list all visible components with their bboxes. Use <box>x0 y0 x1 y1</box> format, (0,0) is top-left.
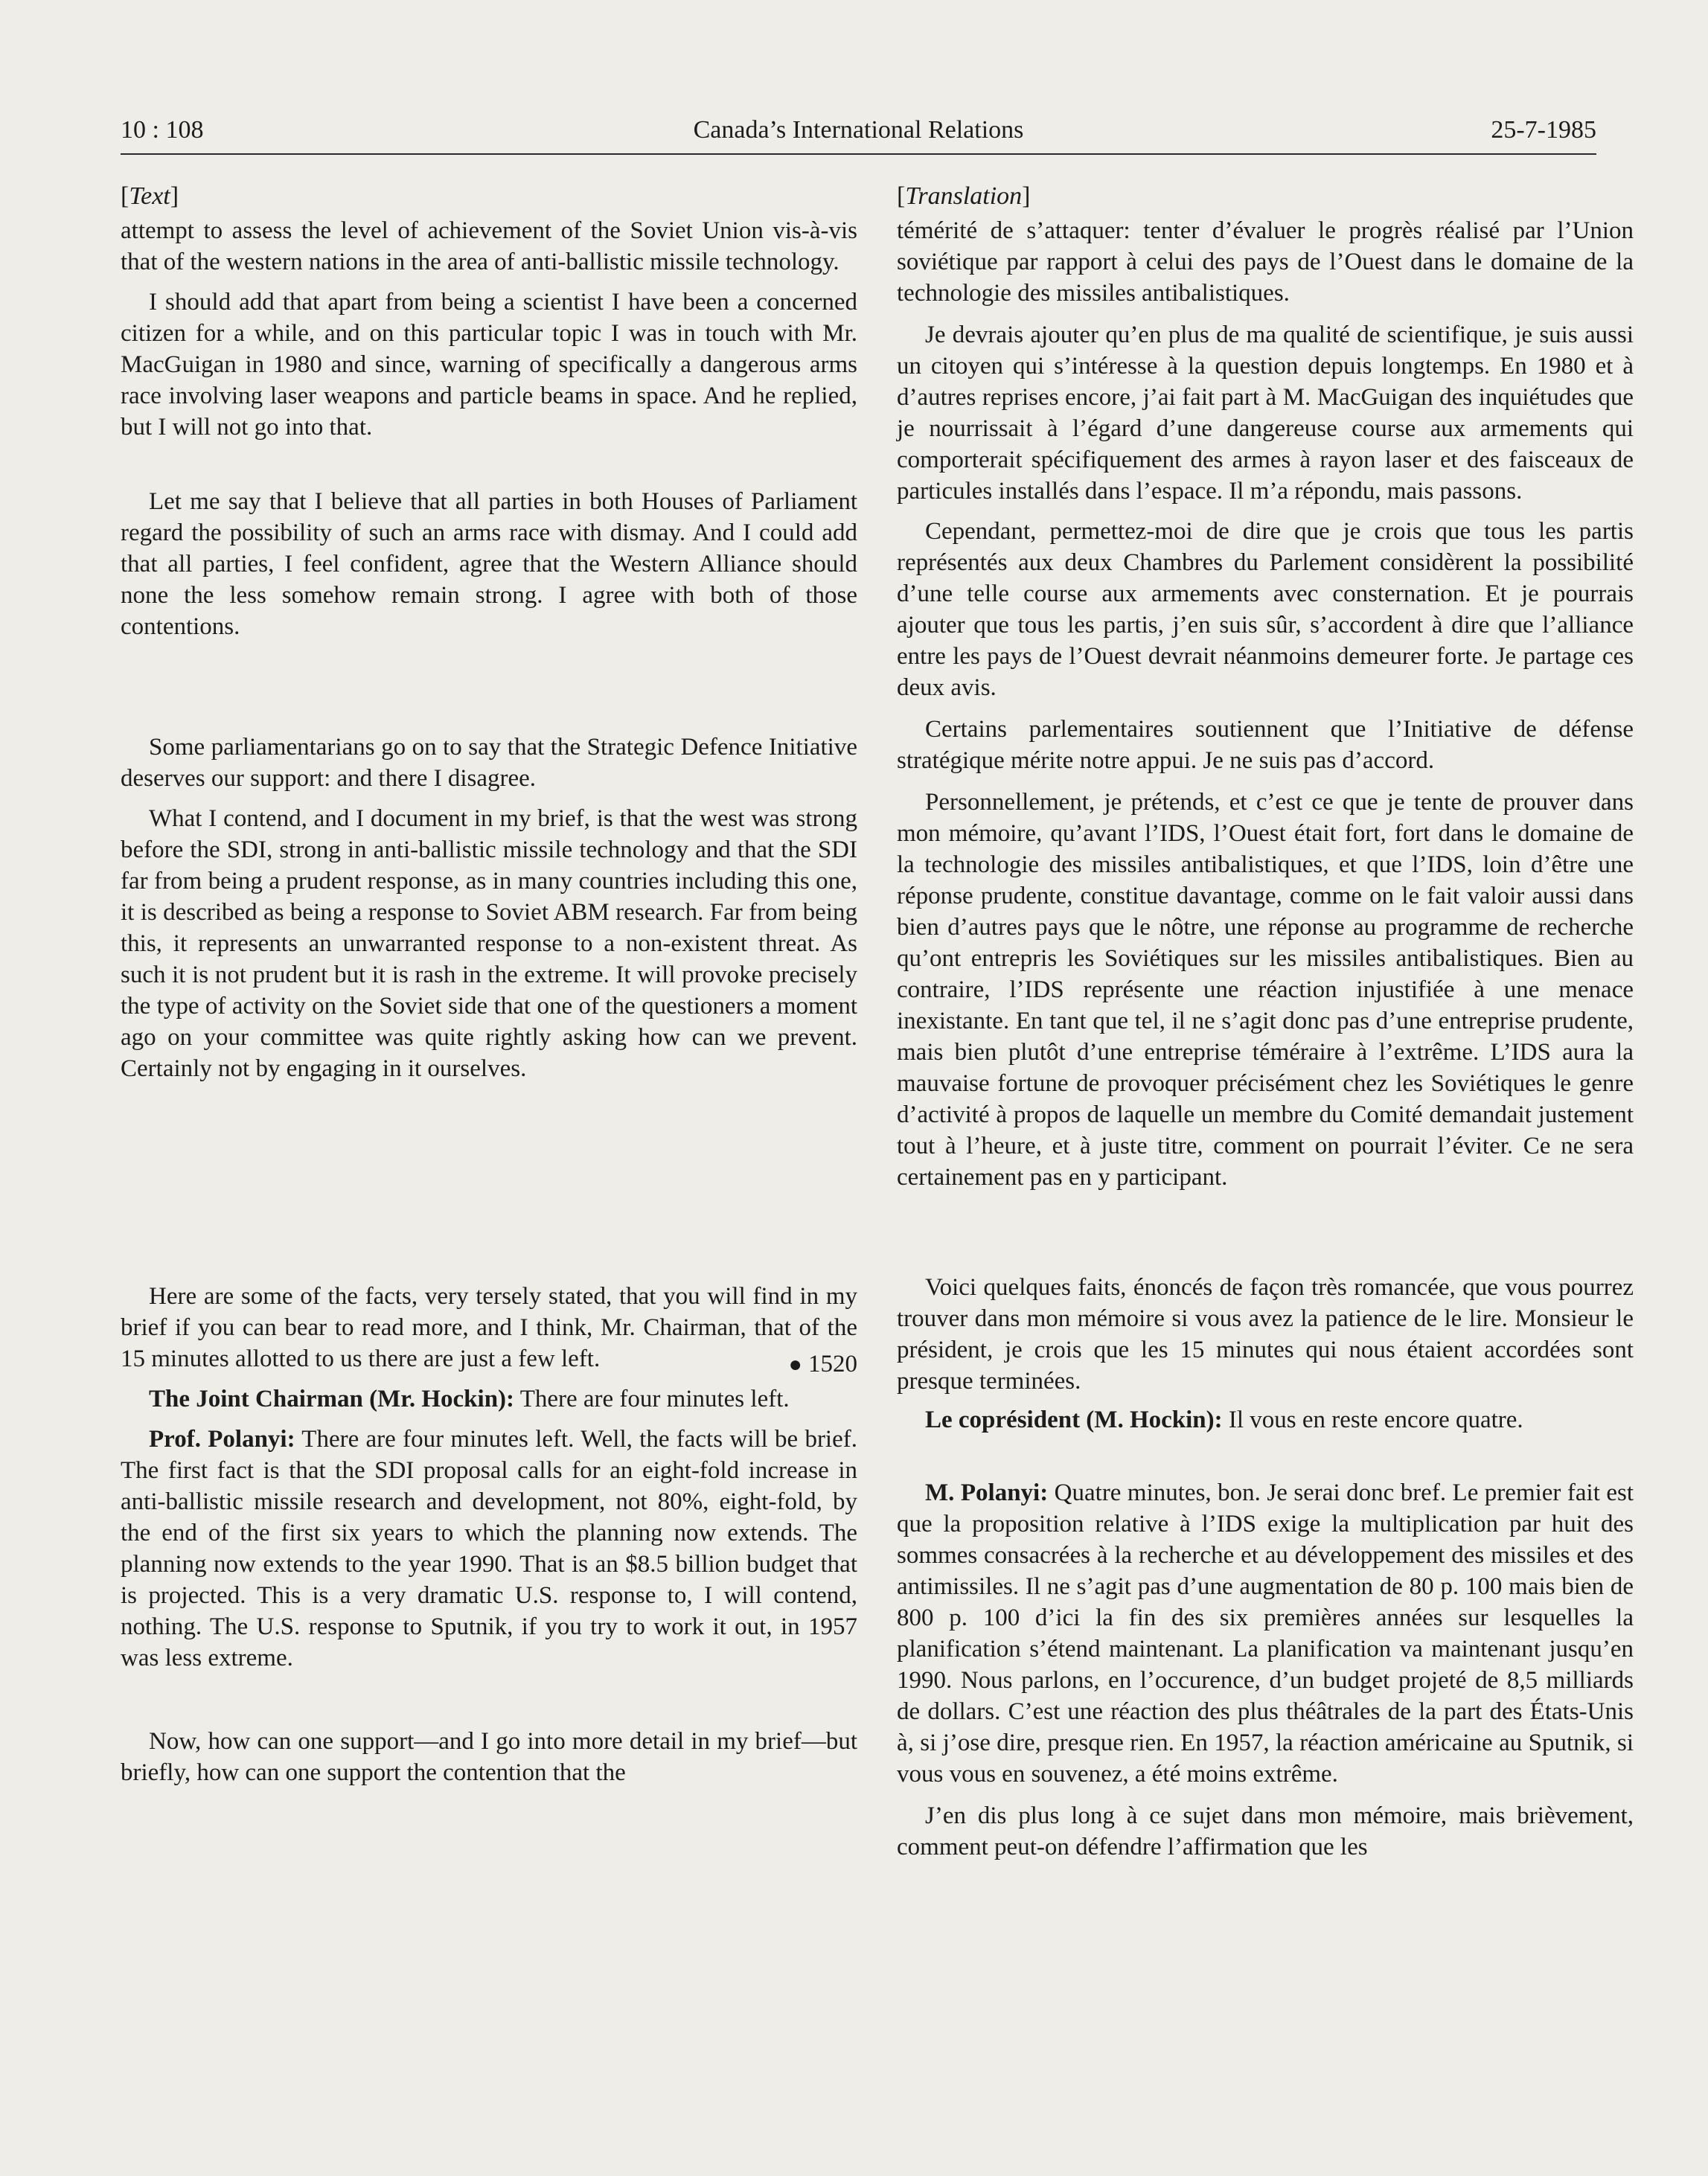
english-column <box>121 182 857 1788</box>
bullet-icon: ● <box>788 1352 802 1377</box>
fr-paragraph-4: Certains parlementaires soutiennent que l’Initiative de défense stratégique mérite notre appui. Je ne suis pas d’accord. <box>897 716 1634 774</box>
en-paragraph-4: Some parliamentarians go on to say that the Strategic Defence Initiative deserves our support: and there I disagree. <box>121 734 857 792</box>
en-paragraph-3: Let me say that I believe that all parties in both Houses of Parliament regard the possibility of such an arms race with dismay. And I could add that all parties, I feel confident, agree that the Western Alliance should none the less somehow remain strong. I agree with both of those contentions. <box>121 488 857 640</box>
running-header <box>121 112 1596 155</box>
header-date: 25-7-1985 <box>1491 116 1596 144</box>
fr-paragraph-7: Le coprésident (M. Hockin): Il vous en reste encore quatre. <box>925 1407 1523 1433</box>
en-paragraph-2: I should add that apart from being a scientist I have been a concerned citizen for a while, and on this particular topic I was in touch with Mr. MacGuigan in 1980 and since, warning of specifically a dangerous arms race involving laser weapons and particle beams in space. And he replied, but I will not go into that. <box>121 289 857 441</box>
fr-paragraph-6: Voici quelques faits, énoncés de façon très romancée, que vous pourrez trouver dans mon mémoire si vous avez la patience de le lire. Monsieur le président, je crois que les 15 minutes qui nous étaient accordées sont presque terminées. <box>897 1274 1634 1395</box>
page-number: 10 : 108 <box>121 116 204 144</box>
fr-paragraph-8: M. Polanyi: Quatre minutes, bon. Je serai donc bref. Le premier fait est que la proposition relative à l’IDS exige la multiplication par huit des sommes consacrées à la recherche et au développement des missiles et des antimissiles. Il ne s’agit pas d’une augmentation de 80 p. 100 mais bien de 800 p. 100 d’ici la fin des six premières années sur lesquelles la planification s’étend maintenant. La planification va maintenant jusqu’en 1990. Nous parlons, en l’occurence, d’un budget projeté de 8,5 milliards de dollars. C’est une réaction des plus théâtrales de la part des États-Unis à, si j’ose dire, presque rien. En 1957, la réaction américaine au Sputnik, si vous vous en souvenez, a été moins extrême. <box>897 1479 1634 1788</box>
fr-speaker-chairman: Le coprésident (M. Hockin): <box>925 1407 1223 1433</box>
fr-paragraph-5: Personnellement, je prétends, et c’est ce que je tente de prouver dans mon mémoire, qu’avant l’IDS, l’Ouest était fort, fort dans le domaine de la technologie des missiles antibalistiques, et que l’IDS, loin d’être une réponse prudente, constitue davantage, comme on le fait valoir aussi dans bien d’autres pays que le nôtre, une réponse au programme de recherche qu’ont entrepris les Soviétiques sur les missiles antibalistiques. Bien au contraire, l’IDS représente une réaction injustifiée à une menace inexistante. En tant que tel, il ne s’agit donc pas d’une entreprise prudente, mais bien plutôt d’une entreprise téméraire à l’extrême. L’IDS aura la mauvaise fortune de provoquer précisément chez les Soviétiques le genre d’activité à propos de laquelle un membre du Comité demandait justement tout à l’heure, et à juste titre, comment on pourrait l’éviter. Ce ne sera certainement pas en y participant. <box>897 789 1634 1191</box>
publication-title: Canada’s International Relations <box>693 116 1024 144</box>
fr-paragraph-3: Cependant, permettez-moi de dire que je crois que tous les partis représentés aux deux Chambres du Parlement considèrent la possibilité d’une telle course aux armements avec consternation. Et je pourrais ajouter que tous les partis, j’en suis sûr, s’accordent à dire que l’alliance entre les pays de l’Ouest devrait néanmoins demeurer forte. Je partage ces deux avis. <box>897 518 1634 701</box>
french-column <box>897 182 1634 1863</box>
en-paragraph-7: The Joint Chairman (Mr. Hockin): There are four minutes left. <box>149 1386 790 1412</box>
fr-paragraph-1: témérité de s’attaquer: tenter d’évaluer le progrès réalisé par l’Union soviétique par rapport à celui des pays de l’Ouest dans le domaine de la technologie des missiles antibalistiques. <box>897 217 1634 307</box>
french-column-label: [Translation] <box>897 182 1031 210</box>
english-column-label: [Text] <box>121 182 179 210</box>
en-paragraph-1: attempt to assess the level of achievement of the Soviet Union vis-à-vis that of the western nations in the area of anti-ballistic missile technology. <box>121 217 857 275</box>
en-speaker-polanyi: Prof. Polanyi: <box>149 1426 295 1453</box>
en-paragraph-5: What I contend, and I document in my brief, is that the west was strong before the SDI, strong in anti-ballistic missile technology and that the SDI far from being a prudent response, as in many countries including this one, it is described as being a response to Soviet ABM research. Far from being this, it represents an unwarranted response to a non-existent threat. As such it is not prudent but it is rash in the extreme. It will provoke precisely the type of activity on the Soviet side that one of the questioners a moment ago on your committee was quite rightly asking how can we prevent. Certainly not by engaging in it ourselves. <box>121 805 857 1082</box>
en-paragraph-8: Prof. Polanyi: There are four minutes left. Well, the facts will be brief. The first fact is that the SDI proposal calls for an eight-fold increase in anti-ballistic missile research and development, not 80%, eight-fold, by the end of the first six years to which the planning now extends. The planning now extends to the year 1990. That is an $8.5 billion budget that is projected. This is a very dramatic U.S. response to, I will contend, nothing. The U.S. response to Sputnik, if you try to work it out, in 1957 was less extreme. <box>121 1426 857 1671</box>
fr-speaker-polanyi: M. Polanyi: <box>925 1479 1049 1506</box>
en-paragraph-6: Here are some of the facts, very tersely stated, that you will find in my brief if you can bear to read more, and I think, Mr. Chairman, that of the 15 minutes allotted to us there are just a few left. <box>121 1283 857 1372</box>
en-paragraph-9: Now, how can one support—and I go into more detail in my brief—but briefly, how can one support the contention that the <box>121 1728 857 1786</box>
time-marker: ● 1520 <box>788 1351 857 1377</box>
en-speaker-chairman: The Joint Chairman (Mr. Hockin): <box>149 1386 515 1412</box>
fr-paragraph-2: Je devrais ajouter qu’en plus de ma qualité de scientifique, je suis aussi un citoyen qui s’intéresse à la question depuis longtemps. En 1980 et à d’autres reprises encore, j’ai fait part à M. MacGuigan des inquiétudes que je nourrissait à l’égard d’une dangereuse course aux armements qui comporterait spécifiquement des armes à rayon laser et des faisceaux de particules installés dans l’espace. Il m’a répondu, mais passons. <box>897 321 1634 505</box>
fr-paragraph-9: J’en dis plus long à ce sujet dans mon mémoire, mais brièvement, comment peut-on défendre l’affirmation que les <box>897 1802 1634 1860</box>
